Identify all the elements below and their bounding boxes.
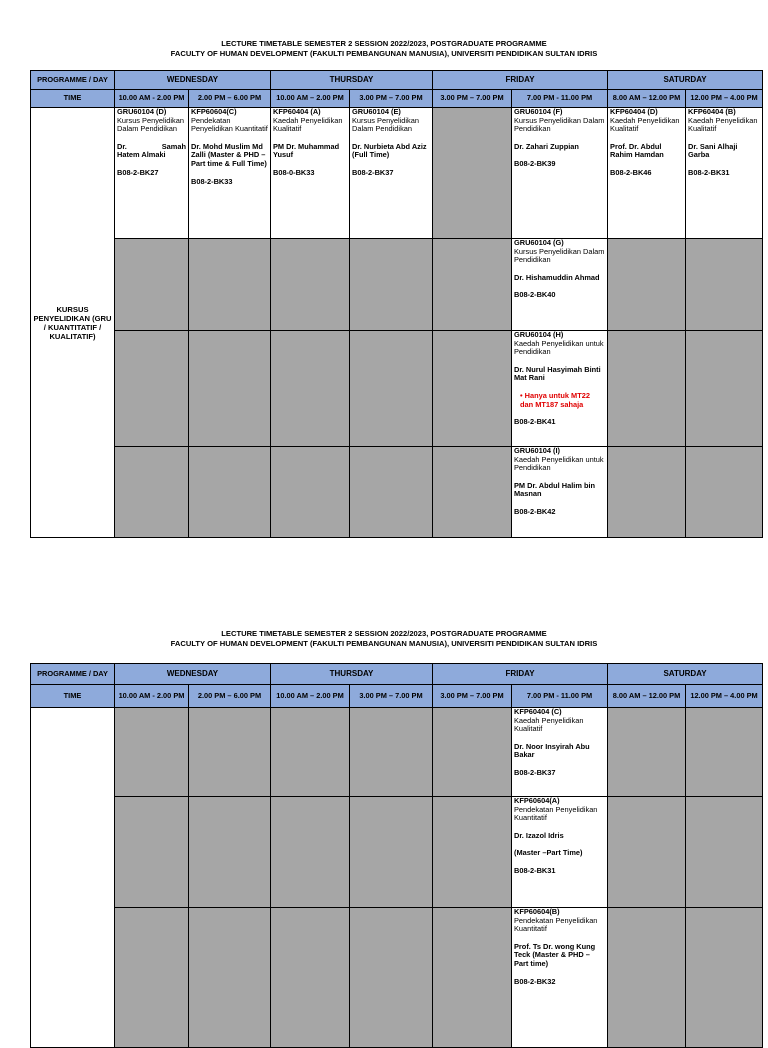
lecturer-name: PM Dr. Muhammad Yusuf [273,141,340,160]
course-code: GRU60104 (G) [514,238,564,247]
empty-slot [433,447,512,538]
lecturer-name: Prof. Ts Dr. wong Kung Teck (Master & PHD – Part time) [514,941,596,968]
course-name: Pendekatan Penyelidikan Kuantitatif [514,915,598,934]
slot-header: 2.00 PM – 6.00 PM [189,685,271,708]
course-name: Kaedah Penyelidikan Kualitatif [688,115,758,134]
course-code: GRU60104 (I) [514,446,561,455]
empty-slot [350,908,433,1048]
empty-slot [271,447,350,538]
course-code: GRU60104 (F) [514,107,563,116]
empty-slot [115,447,189,538]
course-code: KFP60404 (A) [273,107,321,116]
time-header: TIME [31,685,115,708]
empty-slot [608,797,686,908]
slot-header: 3.00 PM – 7.00 PM [350,90,433,108]
room-code: B08-2-BK27 [117,167,159,177]
title-line-1: LECTURE TIMETABLE SEMESTER 2 SESSION 2022/2023, POSTGRADUATE PROGRAMME [221,629,547,638]
course-name: Kursus Penyelidikan Dalam Pendidikan [514,115,605,134]
empty-slot [433,708,512,797]
programme-day-header: PROGRAMME / DAY [31,664,115,685]
empty-slot [433,239,512,331]
room-code: B08-2-BK31 [514,865,556,875]
empty-slot [686,239,763,331]
empty-slot [115,797,189,908]
empty-slot [686,797,763,908]
day-header-wednesday: WEDNESDAY [115,71,271,90]
course-name: Kursus Penyelidikan Dalam Pendidikan [514,246,605,265]
course-name: Pendekatan Penyelidikan Kuantitatif [514,804,598,823]
course-name: Kursus Penyelidikan Dalam Pendidikan [117,115,184,134]
empty-slot [686,708,763,797]
class-cell-fri-2 [512,708,608,797]
day-header-saturday: SATURDAY [608,71,763,90]
programme-name: KURSUS PENYELIDIKAN (GRU / KUANTITATIF / KUALITATIF) [31,108,115,538]
course-code: KFP60604(C) [191,107,237,116]
lecturer-name: Dr. Izazol Idris [514,830,564,840]
empty-slot [271,797,350,908]
course-code: GRU60104 (D) [117,107,167,116]
class-cell-fri-2 [512,797,608,908]
empty-slot [350,239,433,331]
class-cell-fri-2 [512,108,608,239]
room-code: B08-2-BK46 [610,167,652,177]
class-cell-fri-2 [512,331,608,447]
lecturer-name: Dr. Nurbieta Abd Aziz (Full Time) [352,141,427,160]
empty-slot [189,908,271,1048]
timetable-title-1 [0,39,768,59]
empty-slot [350,331,433,447]
slot-header: 10.00 AM - 2.00 PM [115,685,189,708]
lecturer-name: Dr. Sani Alhaji Garba [688,141,738,160]
timetable-table-1 [30,70,763,538]
empty-slot [608,708,686,797]
day-header-saturday: SATURDAY [608,664,763,685]
class-cell-thu-1 [271,108,350,239]
room-code: B08-2-BK32 [514,976,556,986]
course-name: Pendekatan Penyelidikan Kuantitatif [191,115,268,134]
slot-header: 7.00 PM - 11.00 PM [512,90,608,108]
day-header-friday: FRIDAY [433,71,608,90]
empty-slot [271,708,350,797]
room-code: B08-2-BK37 [514,767,556,777]
lecturer-name: Dr. Zahari Zuppian [514,141,579,151]
restriction-note: • Hanya untuk MT22 dan MT187 sahaja [520,390,590,409]
timetable-table-2 [30,663,763,1048]
course-name: Kaedah Penyelidikan Kualitatif [514,715,584,734]
course-name: Kursus Penyelidikan Dalam Pendidikan [352,115,419,134]
room-code: B08-2-BK39 [514,159,556,169]
slot-header: 12.00 PM – 4.00 PM [686,685,763,708]
empty-slot [189,239,271,331]
empty-slot [189,708,271,797]
lecturer-name: Prof. Dr. Abdul Rahim Hamdan [610,141,664,160]
class-cell-sat-2 [686,108,763,239]
study-mode: (Master –Part Time) [514,848,583,858]
room-code: B08-2-BK37 [352,167,394,177]
class-cell-fri-2 [512,908,608,1048]
empty-slot [433,331,512,447]
room-code: B08-0-BK33 [273,167,315,177]
programme-cell-blank [31,708,115,1048]
room-code: B08-2-BK33 [191,176,233,186]
course-name: Kaedah Penyelidikan Kualitatif [273,115,343,134]
slot-header: 10.00 AM - 2.00 PM [115,90,189,108]
empty-slot [608,447,686,538]
empty-slot [115,239,189,331]
title-line-2: FACULTY OF HUMAN DEVELOPMENT (FAKULTI PEMBANGUNAN MANUSIA), UNIVERSITI PENDIDIKAN SULTAN IDRIS [170,49,598,58]
course-name: Kaedah Penyelidikan Kualitatif [610,115,680,134]
room-code: B08-2-BK41 [514,417,556,427]
slot-header: 3.00 PM – 7.00 PM [433,90,512,108]
course-code: KFP60604(B) [514,907,560,916]
title-line-1: LECTURE TIMETABLE SEMESTER 2 SESSION 2022/2023, POSTGRADUATE PROGRAMME [221,39,547,48]
empty-slot [433,908,512,1048]
slot-header: 12.00 PM – 4.00 PM [686,90,763,108]
course-code: KFP60404 (C) [514,707,562,716]
room-code: B08-2-BK40 [514,290,556,300]
lecturer-name: Dr. Mohd Muslim Md Zalli (Master & PHD – Part time & Full Time) [191,141,267,168]
lecturer-name: Dr. Samah [117,141,186,151]
slot-header: 2.00 PM – 6.00 PM [189,90,271,108]
empty-slot [350,797,433,908]
empty-slot [608,239,686,331]
empty-slot [189,447,271,538]
class-cell-fri-2 [512,239,608,331]
course-code: KFP60404 (D) [610,107,658,116]
empty-slot [686,331,763,447]
empty-slot [350,447,433,538]
course-code: KFP60604(A) [514,796,560,805]
slot-header: 8.00 AM – 12.00 PM [608,90,686,108]
class-cell-wed-1: GRU60104 (D) Kursus Penyelidikan Dalam Pendidikan Dr. Samah Hatem Almaki B08-2-BK27 [115,108,189,239]
empty-slot [433,108,512,239]
class-cell-fri-2 [512,447,608,538]
title-line-2: FACULTY OF HUMAN DEVELOPMENT (FAKULTI PEMBANGUNAN MANUSIA), UNIVERSITI PENDIDIKAN SULTAN IDRIS [170,639,598,648]
class-cell-thu-2 [350,108,433,239]
empty-slot [686,908,763,1048]
empty-slot [608,331,686,447]
class-cell-wed-2 [189,108,271,239]
slot-header: 8.00 AM – 12.00 PM [608,685,686,708]
course-name: Kaedah Penyelidikan untuk Pendidikan [514,454,604,473]
course-code: KFP60404 (B) [688,107,736,116]
empty-slot [686,447,763,538]
empty-slot [189,331,271,447]
lecturer-name: Dr. Noor Insyirah Abu Bakar [514,741,590,760]
lecturer-name: PM Dr. Abdul Halim bin Masnan [514,480,596,499]
lecturer-name: Dr. Hishamuddin Ahmad [514,272,600,282]
course-code: GRU60104 (H) [514,330,564,339]
empty-slot [115,331,189,447]
empty-slot [271,239,350,331]
empty-slot [115,908,189,1048]
slot-header: 7.00 PM - 11.00 PM [512,685,608,708]
slot-header: 3.00 PM – 7.00 PM [433,685,512,708]
time-header: TIME [31,90,115,108]
empty-slot [115,708,189,797]
day-header-wednesday: WEDNESDAY [115,664,271,685]
empty-slot [608,908,686,1048]
room-code: B08-2-BK42 [514,506,556,516]
room-code: B08-2-BK31 [688,167,730,177]
day-header-thursday: THURSDAY [271,71,433,90]
slot-header: 3.00 PM – 7.00 PM [350,685,433,708]
empty-slot [189,797,271,908]
slot-header: 10.00 AM – 2.00 PM [271,685,350,708]
course-code: GRU60104 (E) [352,107,401,116]
day-header-thursday: THURSDAY [271,664,433,685]
programme-day-header: PROGRAMME / DAY [31,71,115,90]
course-name: Kaedah Penyelidikan untuk Pendidikan [514,338,604,357]
empty-slot [350,708,433,797]
empty-slot [433,797,512,908]
slot-header: 10.00 AM – 2.00 PM [271,90,350,108]
timetable-title-2 [0,629,768,649]
lecturer-name: Dr. Nurul Hasyimah Binti Mat Rani [514,364,601,383]
empty-slot [271,331,350,447]
day-header-friday: FRIDAY [433,664,608,685]
class-cell-sat-1 [608,108,686,239]
empty-slot [271,908,350,1048]
